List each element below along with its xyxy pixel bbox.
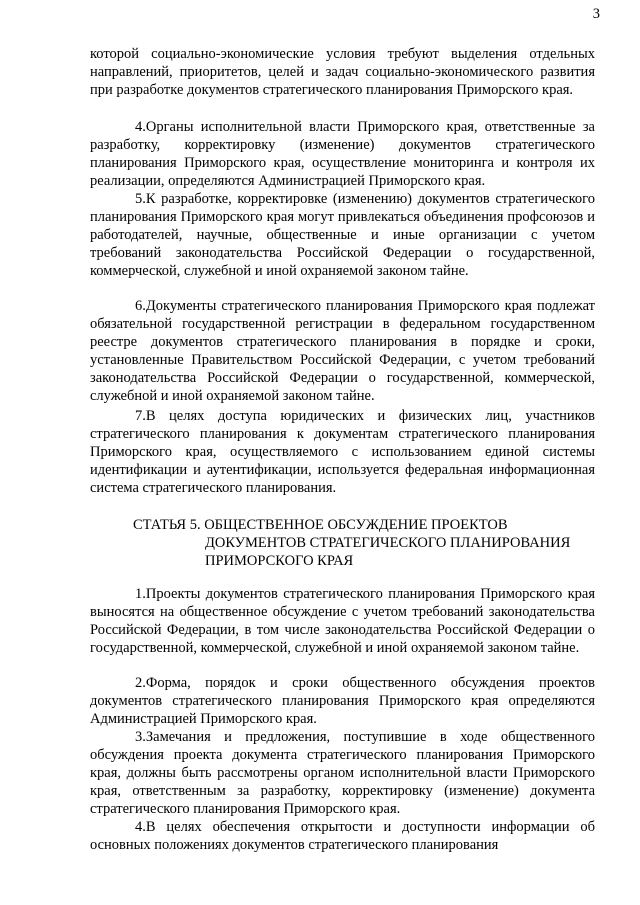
paragraph-6: 6.Документы стратегического планирования Приморского края подлежат обязательной государственной регистрации в федеральном государственном реестре документов стратегического планирования в порядке и сроки, установленные Правительством Российской Федерации, с учетом требований законодательства Российской Федерации о государственной, коммерческой, служебной и иной охраняемой законом тайне. xyxy=(90,298,595,405)
article-heading-line-2: ДОКУМЕНТОВ СТРАТЕГИЧЕСКОГО ПЛАНИРОВАНИЯ xyxy=(205,535,571,552)
article-heading-line-1: СТАТЬЯ 5. ОБЩЕСТВЕННОЕ ОБСУЖДЕНИЕ ПРОЕКТОВ xyxy=(133,517,508,533)
article-heading xyxy=(0,516,640,570)
page-number: 3 xyxy=(592,6,600,22)
paragraph-7: 7.В целях доступа юридических и физических лиц, участников стратегического планирования к документам стратегического планирования Приморского края, осуществляемого с использованием единой системы идентификации и аутентификации, используется федеральная информационная система стратегического планирования. xyxy=(90,408,595,497)
paragraph-4: 4.Органы исполнительной власти Приморского края, ответственные за разработку, корректировку (изменение) документов стратегического планирования Приморского края, осуществление мониторинга и контроля их реализации, определяются Администрацией Приморского края. xyxy=(90,119,595,190)
paragraph-5: 5.К разработке, корректировке (изменению) документов стратегического планирования Приморского края могут привлекаться объединения профсоюзов и работодателей, научные, общественные и иные организации с учетом требований законодательства Российской Федерации о государственной, коммерческой, служебной и иной охраняемой законом тайне. xyxy=(90,191,595,280)
paragraph-continuation: которой социально-экономические условия требуют выделения отдельных направлений, приоритетов, целей и задач социально-экономического развития при разработке документов стратегического планирования Приморского края. xyxy=(90,46,595,99)
article-paragraph-3: 3.Замечания и предложения, поступившие в ходе общественного обсуждения проекта документа стратегического планирования Приморского края, должны быть рассмотрены органом исполнительной власти Приморского края, ответственным за разработку, корректировку (изменение) документа стратегического планирования Приморского края. xyxy=(90,729,595,818)
article-paragraph-2: 2.Форма, порядок и сроки общественного обсуждения проектов документов стратегического планирования Приморского края определяются Администрацией Приморского края. xyxy=(90,675,595,728)
article-heading-line-3: ПРИМОРСКОГО КРАЯ xyxy=(205,553,354,570)
article-paragraph-4: 4.В целях обеспечения открытости и доступности информации об основных положениях документов стратегического планирования xyxy=(90,819,595,854)
article-paragraph-1: 1.Проекты документов стратегического планирования Приморского края выносятся на общественное обсуждение с учетом требований законодательства Российской Федерации, в том числе законодательства Российской Федерации о государственной, коммерческой, служебной и иной охраняемой законом тайне. xyxy=(90,586,595,657)
